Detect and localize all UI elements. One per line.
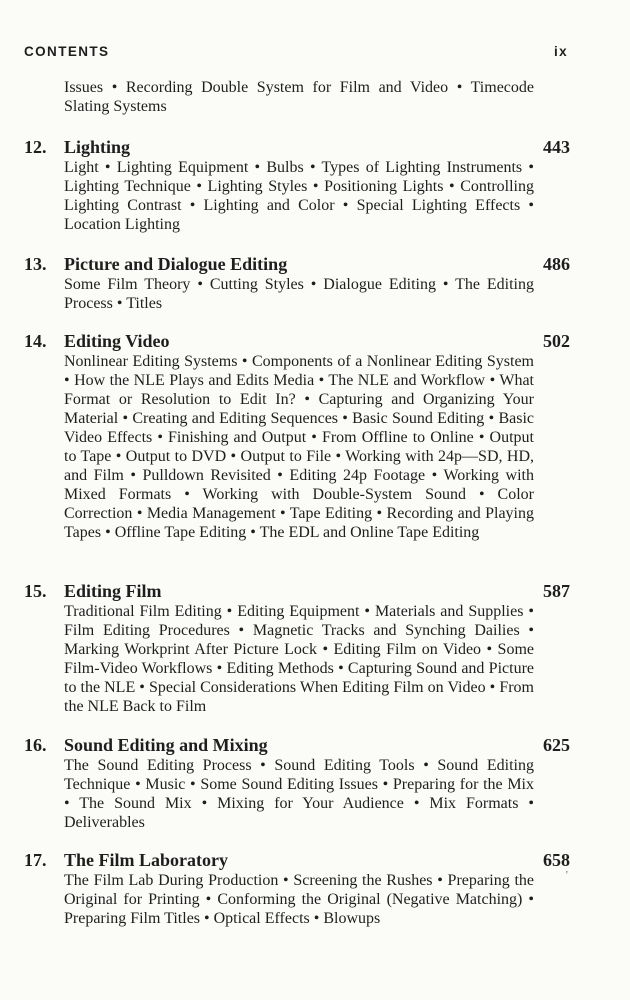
chapter-topics: The Sound Editing Process • Sound Editing Tools • Sound Editing Technique • Music • Some Sound Editing Issues • Preparing for the Mix • The Sound Mix • Mixing for Your Audience • Mix Formats • Deliverables [64,757,534,831]
chapter-heading [24,849,570,871]
chapter-title: The Film Laboratory [64,850,228,870]
chapter-page: 625 [543,735,570,755]
carryover-topics: Issues • Recording Double System for Film and Video • Timecode Slating Systems [64,79,534,115]
chapter-heading [24,734,570,756]
chapter-number: 17. [24,850,47,870]
chapter-heading [24,580,570,602]
chapter-page: 486 [543,254,570,274]
running-head-title: CONTENTS [24,44,110,59]
chapter-number: 16. [24,735,47,755]
chapter-number: 15. [24,581,47,601]
chapter-number: 13. [24,254,47,274]
chapter-page: 502 [543,331,570,351]
chapter-topics: The Film Lab During Production • Screening the Rushes • Preparing the Original for Printing • Conforming the Original (Negative Matching) • Preparing Film Titles • Optical Effects • Blowups [64,872,534,927]
chapter-title: Lighting [64,137,131,157]
chapter-page: 658 [543,850,570,870]
page-number: ix [553,44,568,59]
chapter-heading [24,253,570,275]
chapter-number: 12. [24,137,47,157]
chapter-entry-16 [24,734,570,832]
chapter-topics: Light • Lighting Equipment • Bulbs • Types of Lighting Instruments • Lighting Technique • Lighting Styles • Positioning Lights • Controlling Lighting Contrast • Lighting and Color • Special Lighting Effects • Location Lighting [64,159,534,233]
chapter-entry-13 [24,253,570,313]
chapter-entry-17 [24,849,570,928]
running-head [24,44,568,59]
chapter-entry-15 [24,580,570,716]
chapter-number: 14. [24,331,47,351]
chapter-topics: Traditional Film Editing • Editing Equipment • Materials and Supplies • Film Editing Procedures • Magnetic Tracks and Synching Dailies • Marking Workprint After Picture Lock • Editing Film on Video • Some Film-Video Workflows • Editing Methods • Capturing Sound and Picture to the NLE • Special Considerations When Editing Film on Video • From the NLE Back to Film [64,603,534,715]
chapter-title: Editing Video [64,331,170,351]
chapter-heading [24,136,570,158]
chapter-title: Picture and Dialogue Editing [64,254,288,274]
chapter-entry-14 [24,330,570,542]
chapter-page: 587 [543,581,570,601]
chapter-title: Editing Film [64,581,162,601]
chapter-entry-12 [24,136,570,234]
chapter-topics: Some Film Theory • Cutting Styles • Dialogue Editing • The Editing Process • Titles [64,276,534,312]
chapter-topics: Nonlinear Editing Systems • Components of a Nonlinear Editing System • How the NLE Plays and Edits Media • The NLE and Workflow • What Format or Resolution to Edit In? • Capturing and Organizing Your Material • Creating and Editing Sequences • Basic Sound Editing • Basic Video Effects • Finishing and Output • From Offline to Online • Output to Tape • Output to DVD • Output to File • Working with 24p—SD, HD, and Film • Pulldown Revisited • Editing 24p Footage • Working with Mixed Formats • Working with Double-System Sound • Color Correction • Media Management • Tape Editing • Recording and Playing Tapes • Offline Tape Editing • The EDL and Online Tape Editing [64,353,534,541]
chapter-title: Sound Editing and Mixing [64,735,268,755]
chapter-heading [24,330,570,352]
chapter-page: 443 [543,137,570,157]
margin-mark: ' [566,870,568,881]
